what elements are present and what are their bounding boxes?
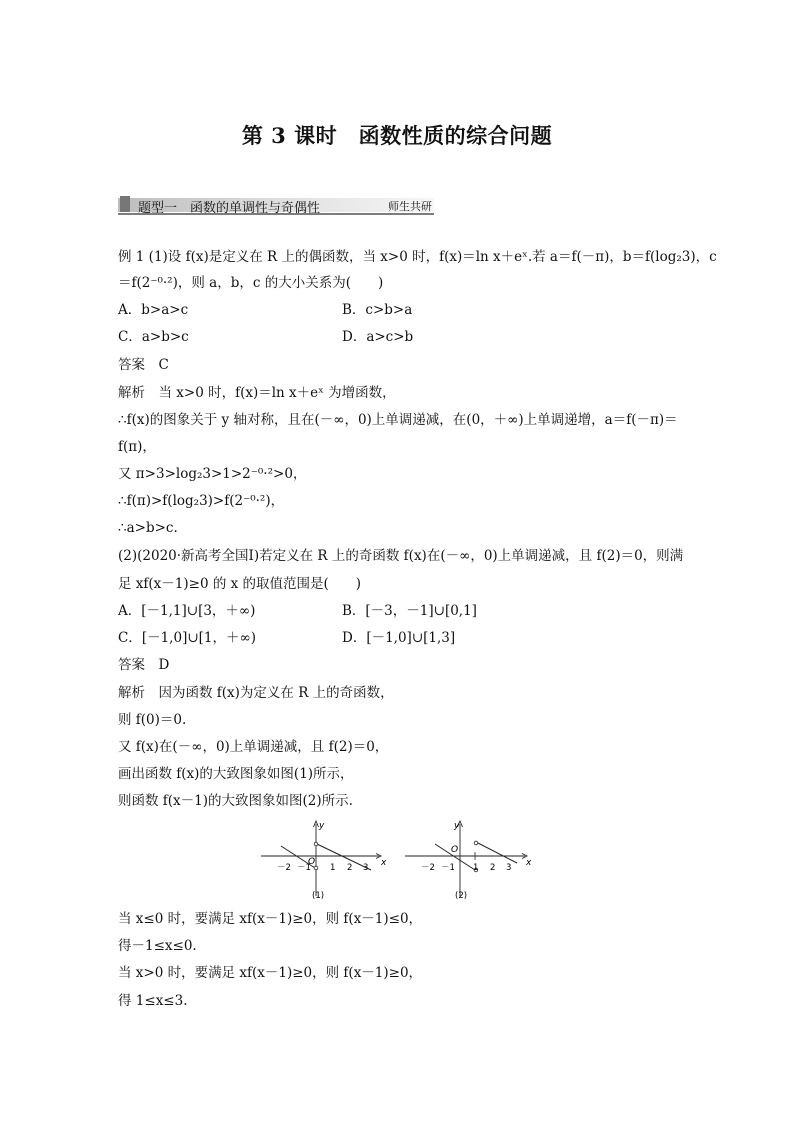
open-point: [474, 841, 478, 845]
solution-line: ∴f(x)的图象关于 y 轴对称，且在(－∞，0)上单调递减，在(0，＋∞)上单调递增，a＝f(－π)＝: [118, 412, 678, 428]
solution-line: 当 x≤0 时，要满足 xf(x－1)≥0，则 f(x－1)≤0，: [118, 911, 423, 927]
y-label: y: [319, 821, 325, 831]
function-graphs: [255, 818, 535, 904]
origin-label: O: [451, 845, 459, 855]
option-a: A．b>a>c: [118, 302, 189, 318]
solution-line: ∴a>b>c.: [118, 520, 178, 536]
solution-line: 则函数 f(x－1)的大致图象如图(2)所示.: [118, 793, 353, 809]
section-banner: [118, 198, 434, 216]
banner-right-label: 师生共研: [388, 200, 432, 213]
answer-line: 答案 D: [118, 657, 170, 673]
solution-line: 则 f(0)＝0.: [118, 712, 187, 728]
tick-label: 1: [473, 863, 479, 873]
graphs-svg: [255, 818, 535, 904]
solution-line: 画出函数 f(x)的大致图象如图(1)所示，: [118, 766, 354, 782]
solution-line: 得 1≤x≤3.: [118, 993, 188, 1009]
option-c: C．[－1,0]∪[1，＋∞): [118, 630, 257, 646]
graph-1: [261, 821, 387, 901]
origin-label: O: [308, 857, 316, 867]
tick-label: 3: [506, 863, 512, 873]
example-line: (2)(2020·新高考全国Ⅰ)若定义在 R 上的奇函数 f(x)在(－∞，0)上单调递减，且 f(2)＝0，则满: [118, 548, 684, 564]
x-label: x: [381, 858, 387, 868]
solution-line: 解析 当 x>0 时，f(x)＝ln x＋eˣ 为增函数，: [118, 385, 396, 401]
tick-label: 2: [347, 863, 353, 873]
tick-label: 3: [363, 863, 369, 873]
banner-label: 题型一 函数的单调性与奇偶性: [138, 201, 321, 216]
tick-label: 1: [330, 863, 336, 873]
example-line: ＝f(2⁻⁰·²)，则 a，b，c 的大小关系为( ): [118, 275, 384, 291]
solution-line: f(π)，: [118, 439, 156, 455]
caption-1: (1): [312, 891, 325, 901]
solution-line: 得－1≤x≤0.: [118, 938, 197, 954]
solution-line: ∴f(π)>f(log₂3)>f(2⁻⁰·²)，: [118, 493, 285, 509]
answer-line: 答案 C: [118, 357, 169, 373]
tick-label: －1: [297, 863, 311, 873]
example-line: 例 1 (1)设 f(x)是定义在 R 上的偶函数，当 x>0 时，f(x)＝ln x＋eˣ.若 a＝f(－π)，b＝f(log₂3)，c: [118, 249, 717, 265]
solution-line: 又 f(x)在(－∞，0)上单调递减，且 f(2)＝0，: [118, 739, 389, 755]
solution-line: 解析 因为函数 f(x)为定义在 R 上的奇函数，: [118, 685, 394, 701]
option-d: D．a>c>b: [342, 329, 414, 345]
tick-label: 2: [490, 863, 496, 873]
tick-label: －2: [421, 863, 435, 873]
y-label: y: [454, 821, 460, 831]
option-a: A．[－1,1]∪[3，＋∞): [118, 603, 256, 619]
graph-2: [405, 821, 532, 901]
option-b: B．c>b>a: [342, 302, 413, 318]
example-line: 足 xf(x－1)≥0 的 x 的取值范围是( ): [118, 576, 362, 592]
tick-label: －1: [441, 863, 455, 873]
page-title: 第 3 课时 函数性质的综合问题: [241, 123, 553, 148]
right-branch: [478, 843, 517, 863]
open-point: [314, 842, 318, 846]
option-c: C．a>b>c: [118, 329, 189, 345]
tick-label: －2: [277, 863, 291, 873]
x-label: x: [526, 858, 532, 868]
solution-line: 当 x>0 时，要满足 xf(x－1)≥0，则 f(x－1)≥0，: [118, 965, 423, 981]
option-d: D．[－1,0]∪[1,3]: [342, 630, 456, 646]
bookmark-icon: [120, 196, 130, 212]
caption-2: (2): [455, 891, 468, 901]
solution-line: 又 π>3>log₂3>1>2⁻⁰·²>0，: [118, 466, 307, 482]
option-b: B．[－3，－1]∪[0,1]: [342, 603, 477, 619]
